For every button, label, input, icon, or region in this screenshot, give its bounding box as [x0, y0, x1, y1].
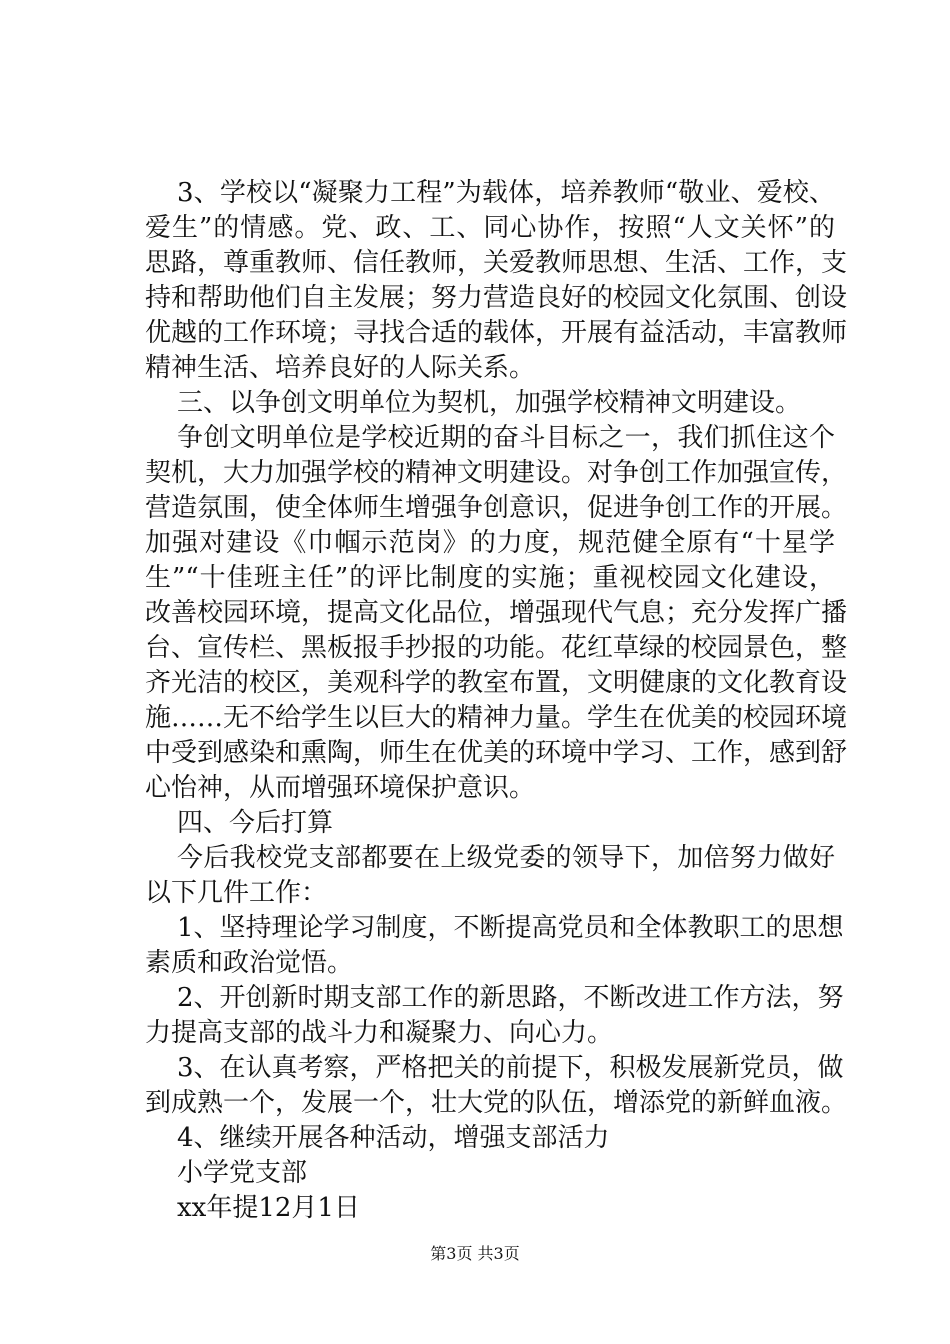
paragraph-line: 今后我校党支部都要在上级党委的领导下，加倍努力做好 [177, 843, 835, 873]
document-body [145, 176, 848, 1226]
list-item-line: 到成熟一个，发展一个，壮大党的队伍，增添党的新鲜血液。 [145, 1088, 848, 1118]
list-item-line: 3、在认真考察，严格把关的前提下，积极发展新党员，做 [177, 1053, 844, 1083]
paragraph-line: 持和帮助他们自主发展；努力营造良好的校园文化氛围、创设 [145, 283, 848, 313]
paragraph-line: 优越的工作环境；寻找合适的载体，开展有益活动，丰富教师 [145, 318, 848, 348]
paragraph-line: 爱生”的情感。党、政、工、同心协作，按照“人文关怀”的 [145, 213, 835, 243]
paragraph-line: 中受到感染和熏陶，师生在优美的环境中学习、工作，感到舒 [145, 738, 848, 768]
page-footer [0, 1244, 950, 1264]
paragraph-line: 3、学校以“凝聚力工程”为载体，培养教师“敬业、爱校、 [177, 178, 835, 208]
paragraph-line: 生”“十佳班主任”的评比制度的实施；重视校园文化建设， [145, 563, 835, 593]
paragraph-line: 加强对建设《巾帼示范岗》的力度，规范健全原有“十星学 [145, 528, 835, 558]
list-item-line: 1、坚持理论学习制度，不断提高党员和全体教职工的思想 [177, 913, 844, 943]
paragraph-line: 齐光洁的校区，美观科学的教室布置，文明健康的文化教育设 [145, 668, 848, 698]
paragraph-line: 施……无不给学生以巨大的精神力量。学生在优美的校园环境 [145, 703, 848, 733]
paragraph-line: 台、宣传栏、黑板报手抄报的功能。花红草绿的校园景色，整 [145, 633, 848, 663]
signature-date: xx年提12月1日 [177, 1193, 360, 1223]
paragraph-line: 思路，尊重教师、信任教师，关爱教师思想、生活、工作，支 [145, 248, 848, 278]
paragraph-line: 改善校园环境，提高文化品位，增强现代气息；充分发挥广播 [145, 598, 848, 628]
list-item-line: 力提高支部的战斗力和凝聚力、向心力。 [145, 1018, 614, 1048]
list-item-line: 4、继续开展各种活动，增强支部活力 [177, 1123, 610, 1153]
paragraph-line: 争创文明单位是学校近期的奋斗目标之一，我们抓住这个 [177, 423, 835, 453]
list-item-line: 素质和政治觉悟。 [145, 948, 354, 978]
section-heading: 三、以争创文明单位为契机，加强学校精神文明建设。 [177, 388, 802, 418]
list-item-line: 2、开创新时期支部工作的新思路，不断改进工作方法，努 [177, 983, 844, 1013]
section-heading: 四、今后打算 [177, 808, 334, 838]
paragraph-line: 以下几件工作： [145, 878, 328, 908]
paragraph-line: 契机，大力加强学校的精神文明建设。对争创工作加强宣传， [145, 458, 848, 488]
paragraph-line: 心怡神，从而增强环境保护意识。 [145, 773, 536, 803]
signature-org: 小学党支部 [177, 1158, 308, 1188]
paragraph-line: 营造氛围，使全体师生增强争创意识，促进争创工作的开展。 [145, 493, 848, 523]
paragraph-line: 精神生活、培养良好的人际关系。 [145, 353, 536, 383]
page-number: 第3页 共3页 [430, 1244, 520, 1263]
